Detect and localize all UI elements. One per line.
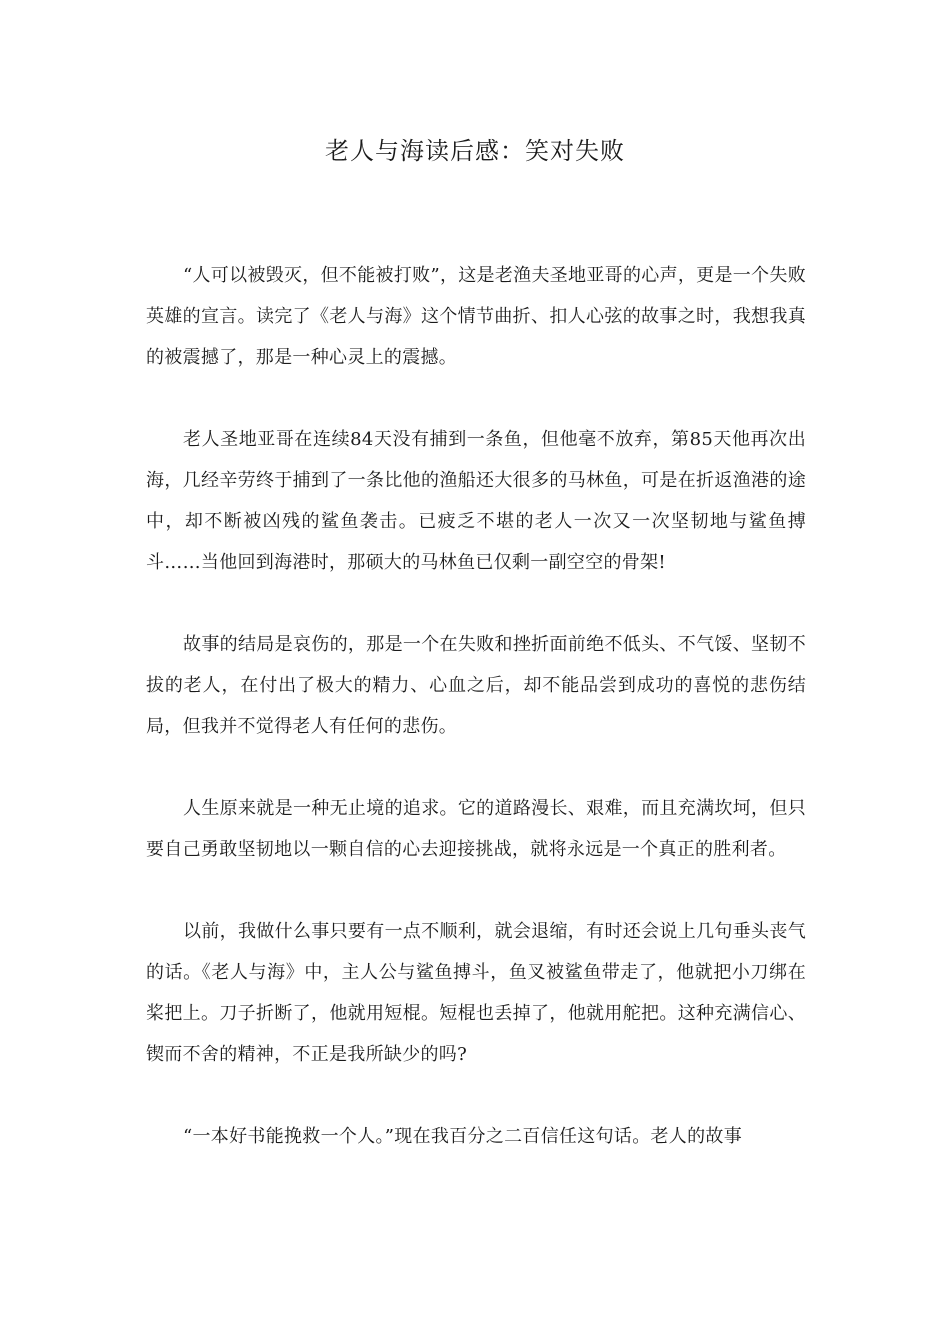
paragraph-2: 老人圣地亚哥在连续84天没有捕到一条鱼，但他毫不放弃，第85天他再次出海，几经辛劳终于捕到了一条比他的渔船还大很多的马林鱼，可是在折返渔港的途中，却不断被凶残的鲨鱼袭击。已疲乏不堪的老人一次又一次坚韧地与鲨鱼搏斗……当他回到海港时，那硕大的马林鱼已仅剩一副空空的骨架!	[146, 429, 806, 573]
paragraph-1: “人可以被毁灭，但不能被打败”，这是老渔夫圣地亚哥的心声，更是一个失败英雄的宣言。读完了《老人与海》这个情节曲折、扣人心弦的故事之时，我想我真的被震撼了，那是一种心灵上的震撼。	[146, 265, 806, 368]
paragraph-4: 人生原来就是一种无止境的追求。它的道路漫长、艰难，而且充满坎坷，但只要自己勇敢坚韧地以一颗自信的心去迎接挑战，就将永远是一个真正的胜利者。	[146, 798, 806, 860]
paragraph-6: “一本好书能挽救一个人。”现在我百分之二百信任这句话。老人的故事	[183, 1126, 743, 1147]
document-title: 老人与海读后感：笑对失败	[325, 137, 625, 165]
document-body	[146, 255, 806, 1198]
paragraph-3: 故事的结局是哀伤的，那是一个在失败和挫折面前绝不低头、不气馁、坚韧不拔的老人，在付出了极大的精力、心血之后，却不能品尝到成功的喜悦的悲伤结局，但我并不觉得老人有任何的悲伤。	[146, 634, 806, 737]
paragraph-5: 以前，我做什么事只要有一点不顺利，就会退缩，有时还会说上几句垂头丧气的话。《老人与海》中，主人公与鲨鱼搏斗，鱼叉被鲨鱼带走了，他就把小刀绑在桨把上。刀子折断了，他就用短棍。短棍也丢掉了，他就用舵把。这种充满信心、锲而不舍的精神，不正是我所缺少的吗?	[146, 921, 806, 1065]
